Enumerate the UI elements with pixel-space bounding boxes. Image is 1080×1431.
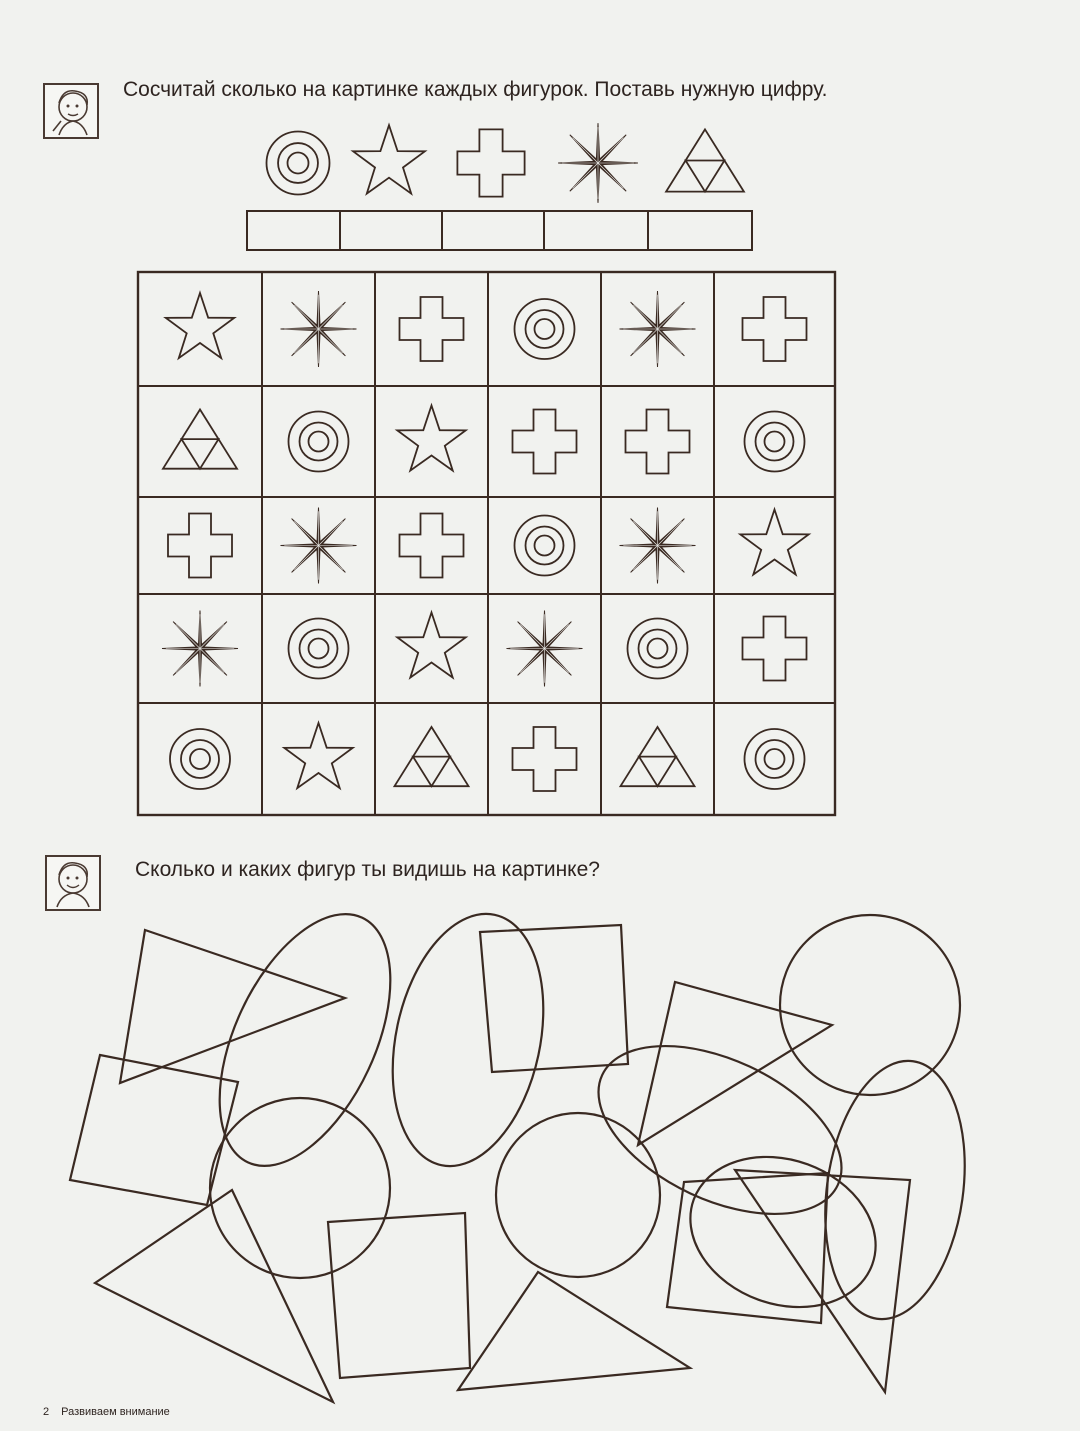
task1-instruction: Сосчитай сколько на картинке каждых фигурок. Поставь нужную цифру. [123,78,828,101]
page-number: 2 [43,1406,50,1418]
outline-triangle [95,1190,333,1402]
outline-triangle [120,930,345,1083]
outline-ellipse [371,900,565,1180]
outline-triangle [458,1272,690,1390]
footer-title: Развиваем внимание [61,1406,170,1418]
task2-instruction: Сколько и каких фигур ты видишь на картинке? [135,858,600,881]
outline-rectangle [328,1213,470,1378]
outline-ellipse [669,1132,897,1332]
outline-ellipse [573,1012,868,1249]
outline-rectangle [480,925,628,1072]
outline-rectangle [70,1055,238,1205]
outline-circle [496,1113,660,1277]
outline-circle [210,1098,390,1278]
outline-rectangle [667,1173,828,1323]
outline-circle [780,915,960,1095]
page-footer [43,1406,182,1418]
